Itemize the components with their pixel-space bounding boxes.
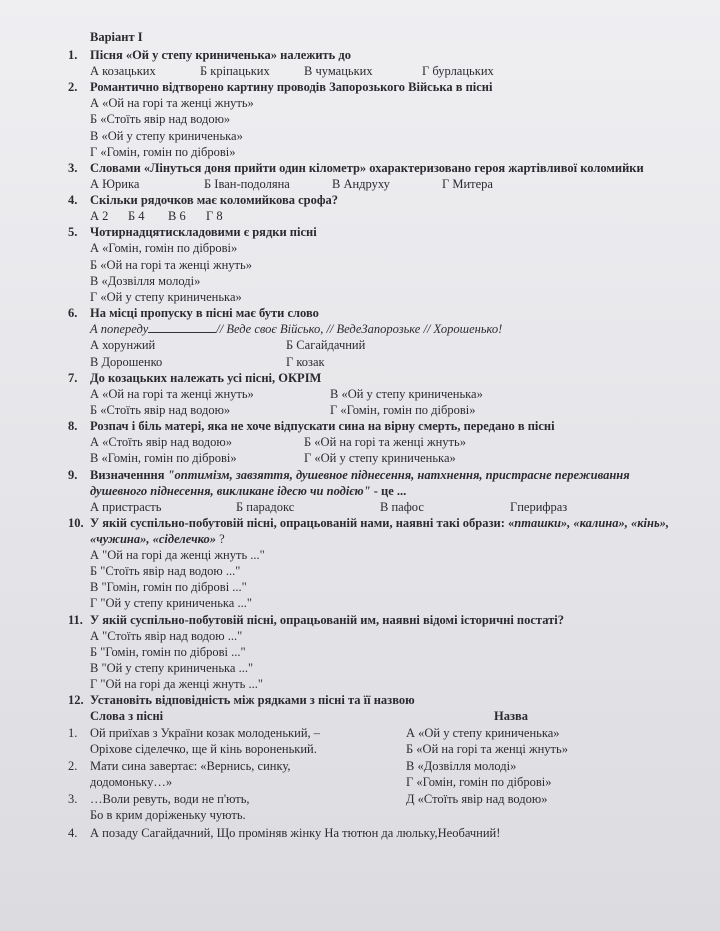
right-header: Назва [494,709,528,724]
option-d: Г 8 [206,209,223,224]
options [68,386,680,418]
option-a: А козацьких [90,64,156,78]
question-3 [68,160,680,192]
option-d: Г «Гомін, гомін по діброві» [330,403,476,418]
option-b: Б "Стоїть явір над водою ..." [90,564,241,579]
question-text: Визначенння [90,467,165,482]
option-d: Г "Ой у степу криниченька ..." [90,596,252,611]
option-b: Б «Стоїть явір над водою» [90,403,231,418]
question-number: 6. [68,306,78,321]
option-b: Б «Стоїть явір над водою» [90,112,231,127]
titles-column [398,708,680,823]
question-5 [68,224,680,305]
question-number: 7. [68,370,78,385]
option-c: В «Ой у степу криниченька» [90,128,243,143]
question-text: У якій суспільно-побутовій пісні, опрацьованій им, наявні відомі історичні постаті? [90,612,565,627]
option-b: Б Сагайдачний [286,338,366,353]
option-d: Г бурлацьких [422,64,494,78]
title-c: В «Дозвілля молоді» [406,758,517,773]
option-a: А «Гомін, гомін по діброві» [90,241,238,256]
question-7 [68,370,680,418]
option-c: В "Гомін, гомін по діброві ..." [90,580,247,595]
option-a: А «Ой на горі та женці жнуть» [90,386,254,401]
option-b: Б 4 [128,209,145,224]
option-a: А «Ой на горі та женці жнуть» [90,96,254,111]
question-9 [68,467,680,515]
title-a: А «Ой у степу криниченька» [406,725,560,740]
option-d: Гперифраз [510,499,568,514]
option-d: Г "Ой на горі да женці жнуть ..." [90,677,263,692]
option-b: Б «Ой на горі та женці жнуть» [304,435,466,450]
option-a: А Юрика [90,177,140,192]
options [68,63,680,79]
images-list: пташки», «калина», «кінь», «чужина», «сіделечко» [90,515,670,546]
option-c: В Андруху [332,177,390,192]
question-text: До козацьких належать усі пісні, ОКРІМ [90,370,322,385]
options [68,176,680,192]
question-12 [68,692,680,841]
option-c: В пафос [380,499,424,514]
question-text: Розпач і біль матері, яка не хоче відпускати сина на вірну смерть, передано в пісні [90,419,555,434]
list-item: Оріхове сіделечко, ще й кінь вороненький. [90,742,317,757]
song-lines-column [68,708,398,823]
question-number: 2. [68,80,78,95]
option-a: А «Стоїть явір над водою» [90,435,233,450]
list-item: 1. Ой приїхав з України козак молоденький, – [68,725,321,740]
options [68,499,680,515]
title-d: Г «Гомін, гомін по діброві» [406,775,552,790]
question-number: 3. [68,161,78,176]
question-1 [68,47,680,79]
question-number: 12. [68,693,84,708]
option-b: Б парадокс [236,499,295,514]
option-c: В «Ой у степу криниченька» [330,386,483,401]
song-line-end: // Веде своє Військо, // ВедеЗапорозьке // Хорошенько! [216,322,503,337]
question-6 [68,305,680,370]
title-e: Д «Стоїть явір над водою» [406,791,548,806]
option-a: А хорунжий [90,338,156,353]
list-item: Бо в крим доріженьку чують. [90,807,246,822]
option-d: Г «Гомін, гомін по діброві» [90,144,236,159]
option-a: А "Ой на горі да женці жнуть ..." [90,547,265,562]
question-2 [68,79,680,160]
question-number: 1. [68,48,78,62]
question-text: Романтично відтворено картину проводів Запорозького Війська в пісні [90,80,493,95]
question-number: 10. [68,515,84,530]
variant-title: Варіант І [90,30,143,44]
option-c: В «Гомін, гомін по діброві» [90,451,237,466]
song-line [90,321,680,337]
list-item: 2. Мати сина завертає: «Вернись, синку, [68,758,291,773]
question-number: 9. [68,467,78,482]
options [68,434,680,466]
list-item: 4. А позаду Сагайдачний, Що проміняв жінку На тютюн да люльку,Необачний! [68,826,501,841]
option-b: Б «Ой на горі та женці жнуть» [90,257,252,272]
option-d: Г «Ой у степу криниченька» [90,290,242,305]
option-c: В Дорошенко [90,354,163,369]
list-item: додомоньку…» [90,775,173,790]
question-10 [68,515,680,612]
question-text: У якій суспільно-побутовій пісні, опрацьованій нами, наявні такі образи: « [90,515,515,530]
question-11 [68,612,680,693]
question-number: 5. [68,225,78,240]
options [68,547,680,612]
question-text: Скільки рядочков має коломийкова срофа? [90,193,338,208]
question-text: Чотирнадцятискладовими є рядки пісні [90,225,317,240]
option-c: В "Ой у степу криниченька ..." [90,661,254,676]
option-d: Г козак [286,354,325,369]
option-d: Г Митера [442,177,493,192]
option-a: А 2 [90,209,109,224]
option-c: В 6 [168,209,186,224]
question-text: Установіть відповідність між рядками з пісні та її назвою [90,693,415,708]
left-header: Слова з пісні [90,709,164,724]
question-text: Пісня «Ой у степу криниченька» належить до [90,48,351,62]
question-number: 4. [68,193,78,208]
option-b: Б кріпацьких [200,64,270,78]
question-text: На місці пропуску в пісні має бути слово [90,306,319,321]
song-line-start: А попереду [90,322,149,337]
options [68,628,680,693]
option-a: А "Стоїть явір над водою ..." [90,628,243,643]
options [68,321,680,370]
options [68,208,680,224]
matching-table [68,708,680,823]
question-8 [68,418,680,466]
question-number: 8. [68,419,78,434]
option-b: Б Іван-подоляна [204,177,290,192]
title-b: Б «Ой на горі та женці жнуть» [406,742,568,757]
definition-text: "оптимізм, завзяття, душевное піднесення, натхнення, пристрасне переживання душевного піднесення, викликане ідесю чи подією" [90,467,630,498]
option-a: А пристрасть [90,499,162,514]
options [68,240,680,305]
question-number: 11. [68,612,83,627]
question-4 [68,192,680,224]
option-c: В «Дозвілля молоді» [90,273,201,288]
option-c: В чумацьких [304,64,373,78]
option-b: Б "Гомін, гомін по діброві ..." [90,644,246,659]
question-text-end: - це ... [373,483,407,498]
question-text-end: ? [216,531,225,546]
question-text: Словами «Лінуться доня прийти один кілометр» охарактеризовано героя жартівливої коломийки [90,161,644,176]
option-d: Г «Ой у степу криниченька» [304,451,456,466]
blank-gap [148,332,216,333]
options [68,95,680,160]
list-item: 3. …Воли ревуть, води не п'ють, [68,791,250,806]
